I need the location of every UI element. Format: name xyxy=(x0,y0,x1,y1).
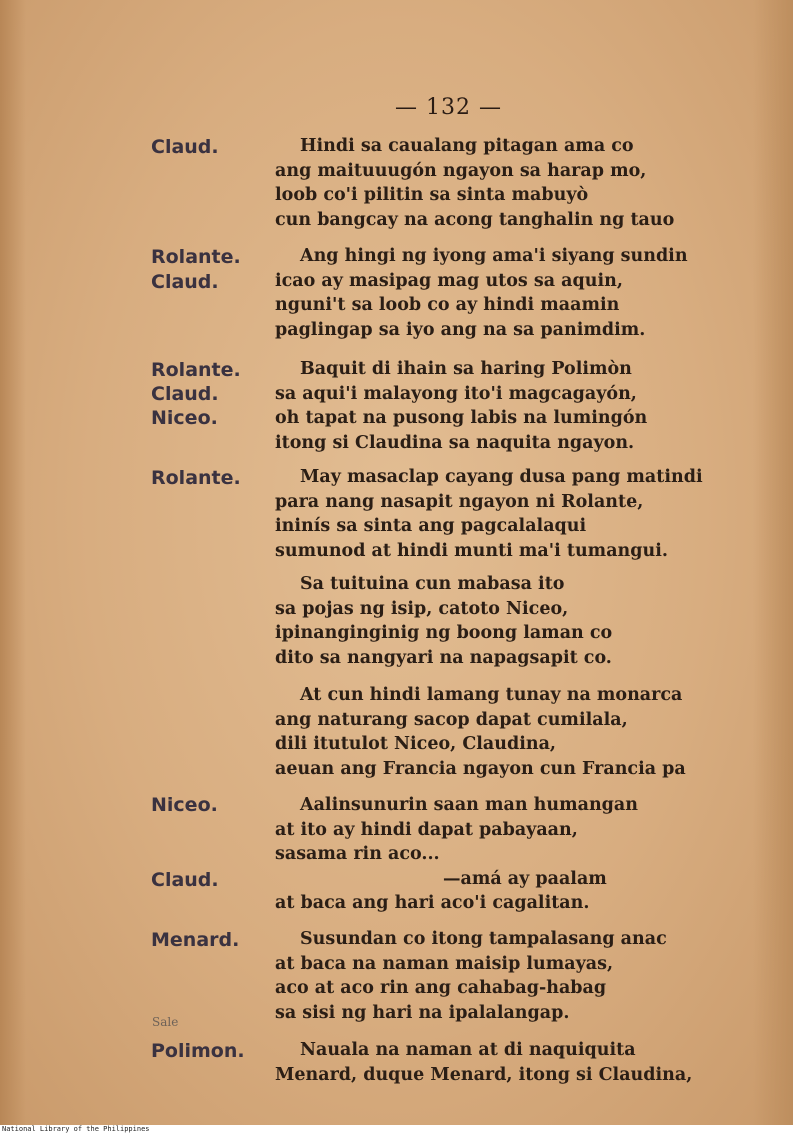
footer-credit: National Library of the Philippines xyxy=(2,1125,150,1133)
verse-line: Aalinsunurin saan man humangan xyxy=(300,795,638,815)
verse-line: Hindi sa caualang pitagan ama co xyxy=(300,136,634,156)
verse-line: at baca na naman maisip lumayas, xyxy=(275,953,614,974)
verse-line: sasama rin aco... xyxy=(275,844,440,864)
footer-bar xyxy=(0,1125,793,1133)
speaker-rolante: Rolante. xyxy=(151,246,241,268)
speaker-claud: Claud. xyxy=(151,383,219,405)
verse-line: loob co'i pilitin sa sinta mabuyò xyxy=(275,185,589,205)
verse-line: Nauala na naman at di naquiquita xyxy=(300,1040,636,1060)
verse-line: at ito ay hindi dapat pabayaan, xyxy=(275,819,578,840)
speaker-claud: Claud. xyxy=(151,271,219,293)
verse-line: at baca ang hari aco'i cagalitan. xyxy=(275,893,590,913)
verse-line: Sa tuituina cun mabasa ito xyxy=(300,574,565,594)
page-edge-right xyxy=(753,0,793,1125)
verse-line: Susundan co itong tampalasang anac xyxy=(300,929,667,949)
verse-line: itong si Claudina sa naquita ngayon. xyxy=(275,432,635,453)
verse-line: dili itutulot Niceo, Claudina, xyxy=(275,734,556,754)
verse-line: ang maituuugón ngayon sa harap mo, xyxy=(275,160,647,181)
verse-line: sa pojas ng isip, catoto Niceo, xyxy=(275,598,569,619)
verse-line: ininís sa sinta ang pagcalalaqui xyxy=(275,516,587,536)
verse-line: sumunod at hindi munti ma'i tumangui. xyxy=(275,540,668,561)
verse-line: ang naturang sacop dapat cumilala, xyxy=(275,709,628,730)
verse-line: sa aqui'i malayong ito'i magcagayón, xyxy=(275,383,637,404)
speaker-claud: Claud. xyxy=(151,136,219,158)
stanza xyxy=(275,1038,692,1087)
stanza xyxy=(275,927,667,1025)
verse-line: aeuan ang Francia ngayon cun Francia pa xyxy=(275,758,686,779)
stanza xyxy=(275,465,703,563)
speaker-rolante: Rolante. xyxy=(151,359,241,381)
stanza xyxy=(275,683,686,781)
verse-line: paglingap sa iyo ang na sa panimdim. xyxy=(275,319,646,340)
stage-direction-sale: Sale xyxy=(152,1015,179,1029)
stanza xyxy=(275,357,647,455)
verse-line: Ang hingi ng iyong ama'i siyang sundin xyxy=(300,246,688,266)
stanza xyxy=(275,793,638,916)
speaker-niceo: Niceo. xyxy=(151,794,218,816)
verse-line: sa sisi ng hari na ipalalangap. xyxy=(275,1002,570,1023)
verse-line: May masaclap cayang dusa pang matindi xyxy=(300,467,703,487)
speaker-rolante: Rolante. xyxy=(151,467,241,489)
speaker-menard: Menard. xyxy=(151,929,240,951)
verse-line: nguni't sa loob co ay hindi maamin xyxy=(275,295,620,315)
stanza xyxy=(275,244,688,342)
verse-line: icao ay masipag mag utos sa aquin, xyxy=(275,270,623,291)
stanza xyxy=(275,572,612,670)
page-edge-left xyxy=(0,0,26,1125)
stanza xyxy=(275,134,674,232)
speaker-claud: Claud. xyxy=(151,869,219,891)
speaker-niceo: Niceo. xyxy=(151,407,218,429)
page-number: — 132 — xyxy=(395,95,502,120)
verse-line: —amá ay paalam xyxy=(443,868,607,889)
verse-line: cun bangcay na acong tanghalin ng tauo xyxy=(275,209,675,230)
verse-line: Baquit di ihain sa haring Polimòn xyxy=(300,359,632,379)
verse-line: oh tapat na pusong labis na lumingón xyxy=(275,408,648,428)
speaker-polimon: Polimon. xyxy=(151,1040,245,1062)
verse-line: ipinanginginig ng boong laman co xyxy=(275,623,613,643)
verse-line: At cun hindi lamang tunay na monarca xyxy=(300,685,683,705)
verse-line: Menard, duque Menard, itong si Claudina, xyxy=(275,1064,693,1085)
verse-line: para nang nasapit ngayon ni Rolante, xyxy=(275,491,644,512)
verse-line: aco at aco rin ang cahabag-habag xyxy=(275,978,607,998)
verse-line: dito sa nangyari na napagsapit co. xyxy=(275,647,612,668)
